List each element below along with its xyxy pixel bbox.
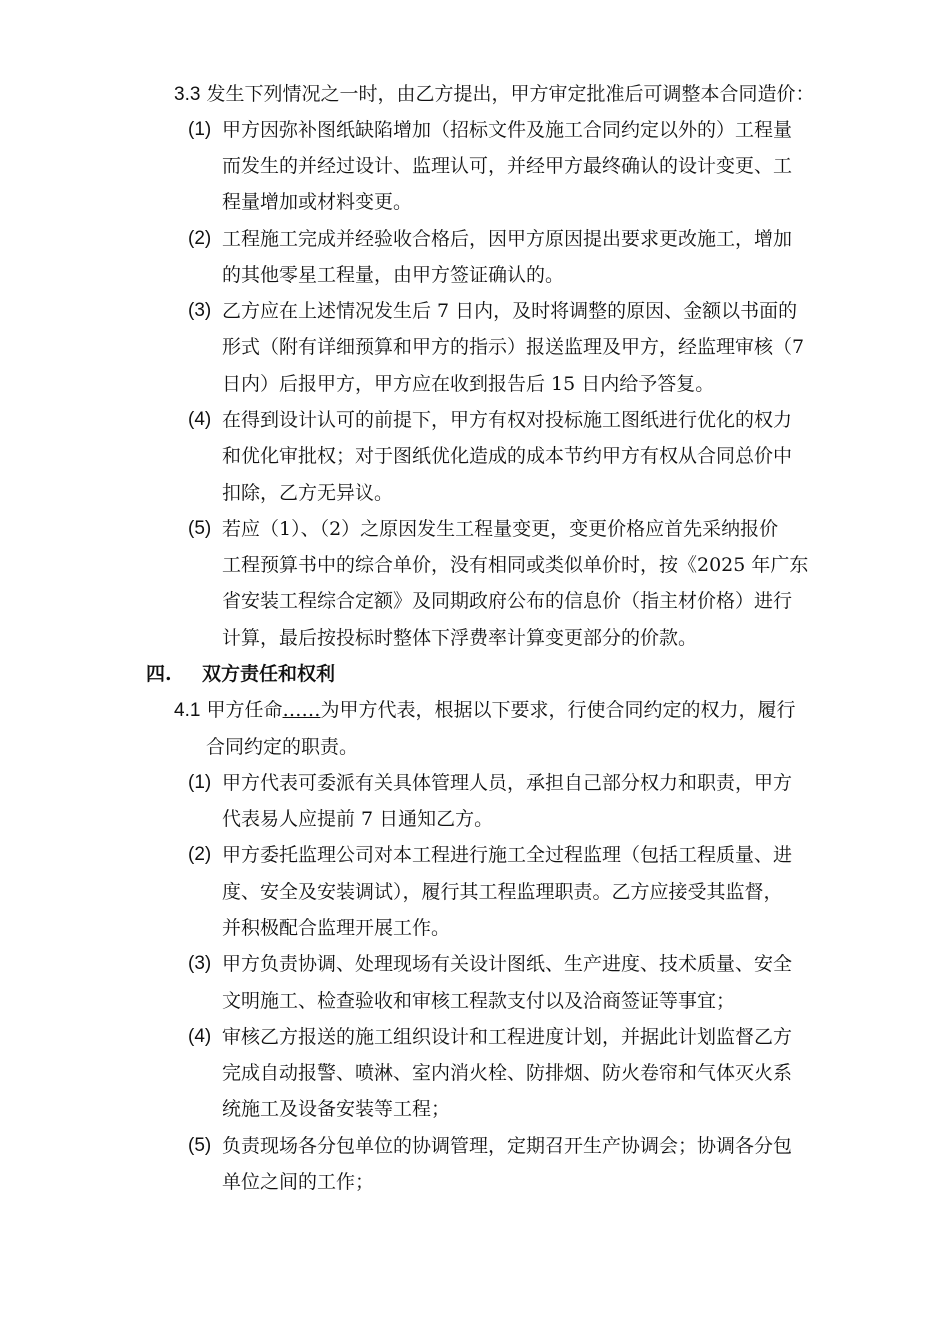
item-marker: (5) [188,1135,212,1156]
appointee-blank: …… [282,699,321,721]
clause-text-continued: 合同约定的职责。 [206,736,359,758]
item-marker: (1) [188,119,212,140]
clause-4-1-intro [174,698,796,723]
item-marker: (3) [188,300,212,321]
list-item-line: 形式（附有详细预算和甲方的指示）报送监理及甲方，经监理审核（7 [222,336,805,358]
list-item-line: 单位之间的工作； [222,1171,375,1193]
list-item-line: 计算，最后按投标时整体下浮费率计算变更部分的价款。 [222,627,698,649]
item-marker: (3) [188,953,212,974]
list-item-line: 并积极配合监理开展工作。 [222,917,451,939]
clause-text: 发生下列情况之一时，由乙方提出，甲方审定批准后可调整本合同造价： [206,83,815,105]
list-item-line: 和优化审批权；对于图纸优化造成的成本节约甲方有权从合同总价中 [222,445,793,467]
clause-text: 为甲方代表，根据以下要求，行使合同约定的权力，履行 [320,699,796,721]
item-marker: (4) [188,409,212,430]
clause-text: 甲方任命 [206,699,283,721]
list-item-line: 统施工及设备安装等工程； [222,1098,451,1120]
item-marker: (5) [188,518,212,539]
list-item-line: 度、安全及安装调试），履行其工程监理职责。乙方应接受其监督， [222,881,783,903]
list-item-line: 扣除，乙方无异议。 [222,482,394,504]
list-item-line: 乙方应在上述情况发生后 7 日内，及时将调整的原因、金额以书面的 [222,300,798,322]
list-item-line: 省安装工程综合定额》及同期政府公布的信息价（指主材价格）进行 [222,590,793,612]
item-marker: (1) [188,772,212,793]
item-marker: (4) [188,1026,212,1047]
list-item-line: 日内）后报甲方，甲方应在收到报告后 15 日内给予答复。 [222,373,715,395]
list-item-line: 工程预算书中的综合单价，没有相同或类似单价时，按《2025 年广东 [222,554,809,576]
list-item-line: 负责现场各分包单位的协调管理，定期召开生产协调会；协调各分包 [222,1135,793,1157]
item-marker: (2) [188,228,212,249]
clause-number: 4.1 [174,700,201,721]
section-number: 四. [146,663,172,685]
list-item-line: 甲方委托监理公司对本工程进行施工全过程监理（包括工程质量、进 [222,844,793,866]
list-item-line: 程量增加或材料变更。 [222,191,413,213]
clause-number: 3.3 [174,84,201,105]
list-item-line: 的其他零星工程量，由甲方签证确认的。 [222,264,565,286]
list-item-line: 甲方负责协调、处理现场有关设计图纸、生产进度、技术质量、安全 [222,953,793,975]
list-item-line: 在得到设计认可的前提下，甲方有权对投标施工图纸进行优化的权力 [222,409,793,431]
clause-3-3-intro [174,82,814,107]
list-item-line: 若应（1）、（2）之原因发生工程量变更，变更价格应首先采纳报价 [222,518,779,540]
section-title: 双方责任和权利 [202,663,336,685]
list-item-line: 文明施工、检查验收和审核工程款支付以及洽商签证等事宜； [222,990,736,1012]
list-item-line: 审核乙方报送的施工组织设计和工程进度计划，并据此计划监督乙方 [222,1026,793,1048]
list-item-line: 完成自动报警、喷淋、室内消火栓、防排烟、防火卷帘和气体灭火系 [222,1062,793,1084]
list-item-line: 甲方代表可委派有关具体管理人员，承担自己部分权力和职责，甲方 [222,772,793,794]
list-item-line: 工程施工完成并经验收合格后，因甲方原因提出要求更改施工，增加 [222,228,793,250]
list-item-line: 而发生的并经过设计、监理认可，并经甲方最终确认的设计变更、工 [222,155,793,177]
list-item-line: 甲方因弥补图纸缺陷增加（招标文件及施工合同约定以外的）工程量 [222,119,793,141]
item-marker: (2) [188,844,212,865]
list-item-line: 代表易人应提前 7 日通知乙方。 [222,808,494,830]
